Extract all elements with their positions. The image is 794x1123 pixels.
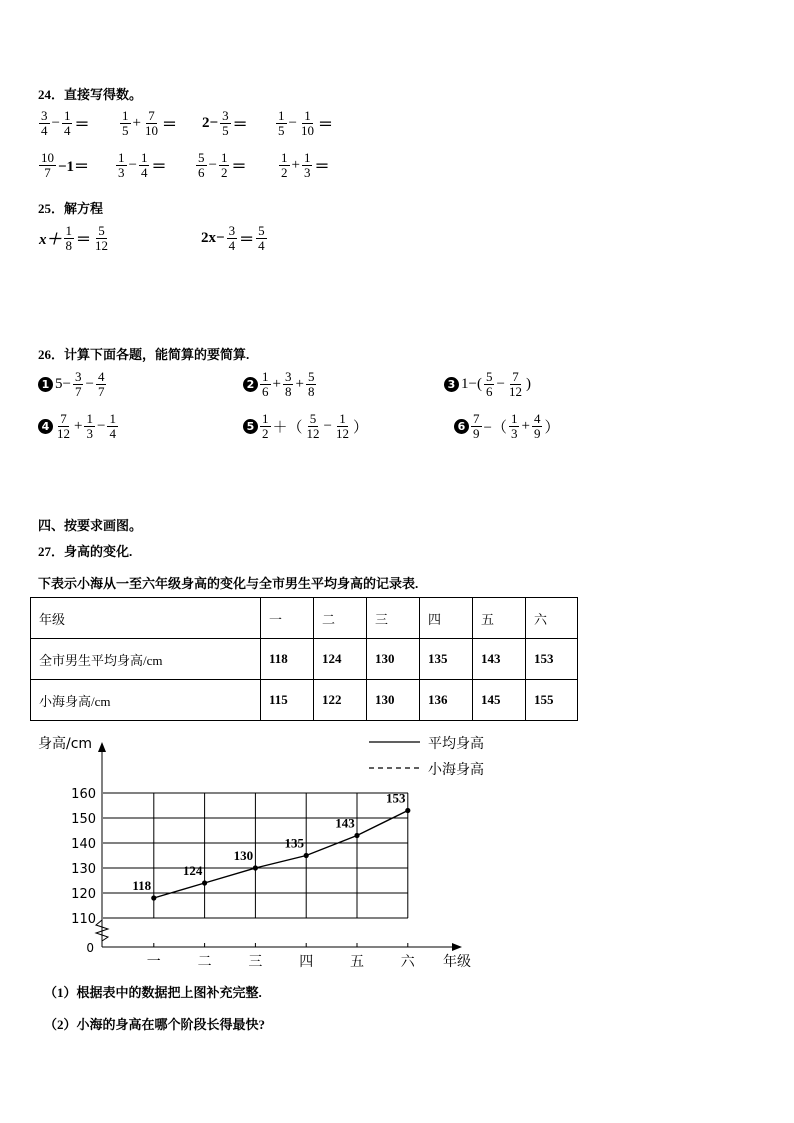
q24-row2-item2: $\frac{1}{3}$ − $\frac{1}{4}$ ＝ [118, 150, 167, 180]
q25-equation-2: 2x− $\frac{3}{4}$ ＝ $\frac{5}{4}$ [201, 223, 265, 253]
y-tick-label: 120 [71, 887, 96, 902]
data-point [354, 833, 359, 838]
q26-problem-4: 4 $\frac{7}{12}$ + $\frac{1}{3}$ − $\frac{1}{4}$ [38, 412, 119, 441]
table-cell: 124 [314, 639, 367, 680]
q27-intro: 下表示小海从一至六年级身高的变化与全市男生平均身高的记录表. [38, 576, 419, 591]
table-header-cell: 二 [314, 598, 367, 639]
y-tick-label: 110 [71, 912, 96, 927]
q24-row2-item1: $\frac{10}{7}$ −1＝ [41, 150, 90, 180]
x-tick-label: 五 [350, 954, 364, 970]
q26-problem-2: 2 $\frac{1}{6}$ + $\frac{3}{8}$ + $\frac{5}{8}$ [243, 370, 317, 399]
y-tick-label: 130 [71, 862, 96, 877]
y-tick-label: 140 [71, 837, 96, 852]
y-tick-label: 150 [71, 812, 96, 827]
height-record-table [30, 597, 578, 721]
q24-title: 24．直接写得数。 [38, 87, 143, 102]
table-header-cell: 四 [420, 598, 473, 639]
table-cell: 122 [314, 680, 367, 721]
q26-problem-6: 6 $\frac{7}{9}$ −（ $\frac{1}{3}$ + $\frac{4}{9}$ ） [454, 412, 560, 441]
y-zero-label: 0 [86, 941, 94, 955]
table-cell: 130 [367, 639, 420, 680]
table-row [31, 680, 578, 721]
table-cell: 143 [473, 639, 526, 680]
y-axis-arrow [98, 742, 106, 752]
table-row [31, 639, 578, 680]
height-line-chart [0, 728, 520, 978]
data-point [202, 880, 207, 885]
data-label: 118 [132, 878, 152, 893]
q24-row2-item4: $\frac{1}{2}$ + $\frac{1}{3}$ ＝ [281, 150, 330, 180]
x-tick-label: 二 [197, 954, 212, 970]
x-axis-arrow [452, 943, 462, 951]
fraction: $\frac{1}{4}$ [63, 108, 71, 138]
legend-label: 小海身高 [428, 762, 484, 778]
x-tick-label: 三 [248, 954, 263, 970]
table-cell: 115 [261, 680, 314, 721]
row-label: 小海身高/cm [31, 680, 261, 721]
q27-sub1: （1）根据表中的数据把上图补充完整. [44, 985, 262, 1000]
q26-title: 26．计算下面各题，能简算的要简算. [38, 347, 250, 362]
table-header-cell: 五 [473, 598, 526, 639]
q24-row1-item1: $\frac{3}{4}$ − $\frac{1}{4}$ ＝ [41, 108, 90, 138]
table-header-cell: 年级 [31, 598, 261, 639]
table-header-cell: 六 [526, 598, 578, 639]
data-point [253, 865, 258, 870]
series-line-average [154, 811, 408, 899]
table-cell: 145 [473, 680, 526, 721]
q25-title: 25．解方程 [38, 201, 104, 216]
table-header-row [31, 598, 578, 639]
x-tick-label: 一 [146, 954, 161, 970]
x-tick-label: 六 [400, 954, 415, 970]
section-4-title: 四、按要求画图。 [38, 518, 143, 533]
data-label: 124 [182, 863, 203, 878]
legend-label: 平均身高 [428, 736, 484, 752]
data-point [304, 853, 309, 858]
data-point [151, 895, 156, 900]
table-cell: 155 [526, 680, 578, 721]
table-cell: 136 [420, 680, 473, 721]
row-label: 全市男生平均身高/cm [31, 639, 261, 680]
table-cell: 135 [420, 639, 473, 680]
q24-row1-item3: 2− $\frac{3}{5}$ ＝ [202, 108, 248, 138]
table-header-cell: 三 [367, 598, 420, 639]
data-label: 130 [233, 848, 254, 863]
fraction: $\frac{3}{4}$ [41, 108, 48, 138]
x-tick-label: 四 [299, 954, 314, 970]
y-tick-label: 160 [71, 787, 96, 802]
q27-title: 27．身高的变化. [38, 544, 133, 559]
data-point [405, 808, 410, 813]
table-cell: 118 [261, 639, 314, 680]
table-header-cell: 一 [261, 598, 314, 639]
q24-row1-item2: $\frac{1}{5}$ + $\frac{7}{10}$ ＝ [122, 108, 177, 138]
q26-problem-5: 5 $\frac{1}{2}$ ＋（ $\frac{5}{12}$ − $\frac{1}{12}$ ） [243, 412, 369, 441]
data-label: 135 [284, 835, 304, 851]
data-label: 153 [386, 790, 406, 806]
circled-number: 1 [38, 377, 53, 392]
q24-row2-item3: $\frac{5}{6}$ − $\frac{1}{2}$ ＝ [198, 150, 247, 180]
q26-problem-3: 3 1−( $\frac{5}{6}$ − $\frac{7}{12}$ ) [444, 370, 532, 399]
q24-row1-item4: $\frac{1}{5}$ − $\frac{1}{10}$ ＝ [278, 108, 333, 138]
q25-equation-1: x＋ $\frac{1}{8}$ ＝ $\frac{5}{12}$ [39, 223, 109, 253]
q27-sub2: （2）小海的身高在哪个阶段长得最快? [44, 1017, 266, 1032]
q26-problem-1: 1 5− $\frac{3}{7}$ − $\frac{4}{7}$ [38, 370, 107, 399]
data-label: 143 [335, 815, 355, 831]
y-axis-title: 身高/cm [38, 736, 93, 752]
x-axis-title: 年级 [443, 954, 471, 970]
table-cell: 130 [367, 680, 420, 721]
table-cell: 153 [526, 639, 578, 680]
